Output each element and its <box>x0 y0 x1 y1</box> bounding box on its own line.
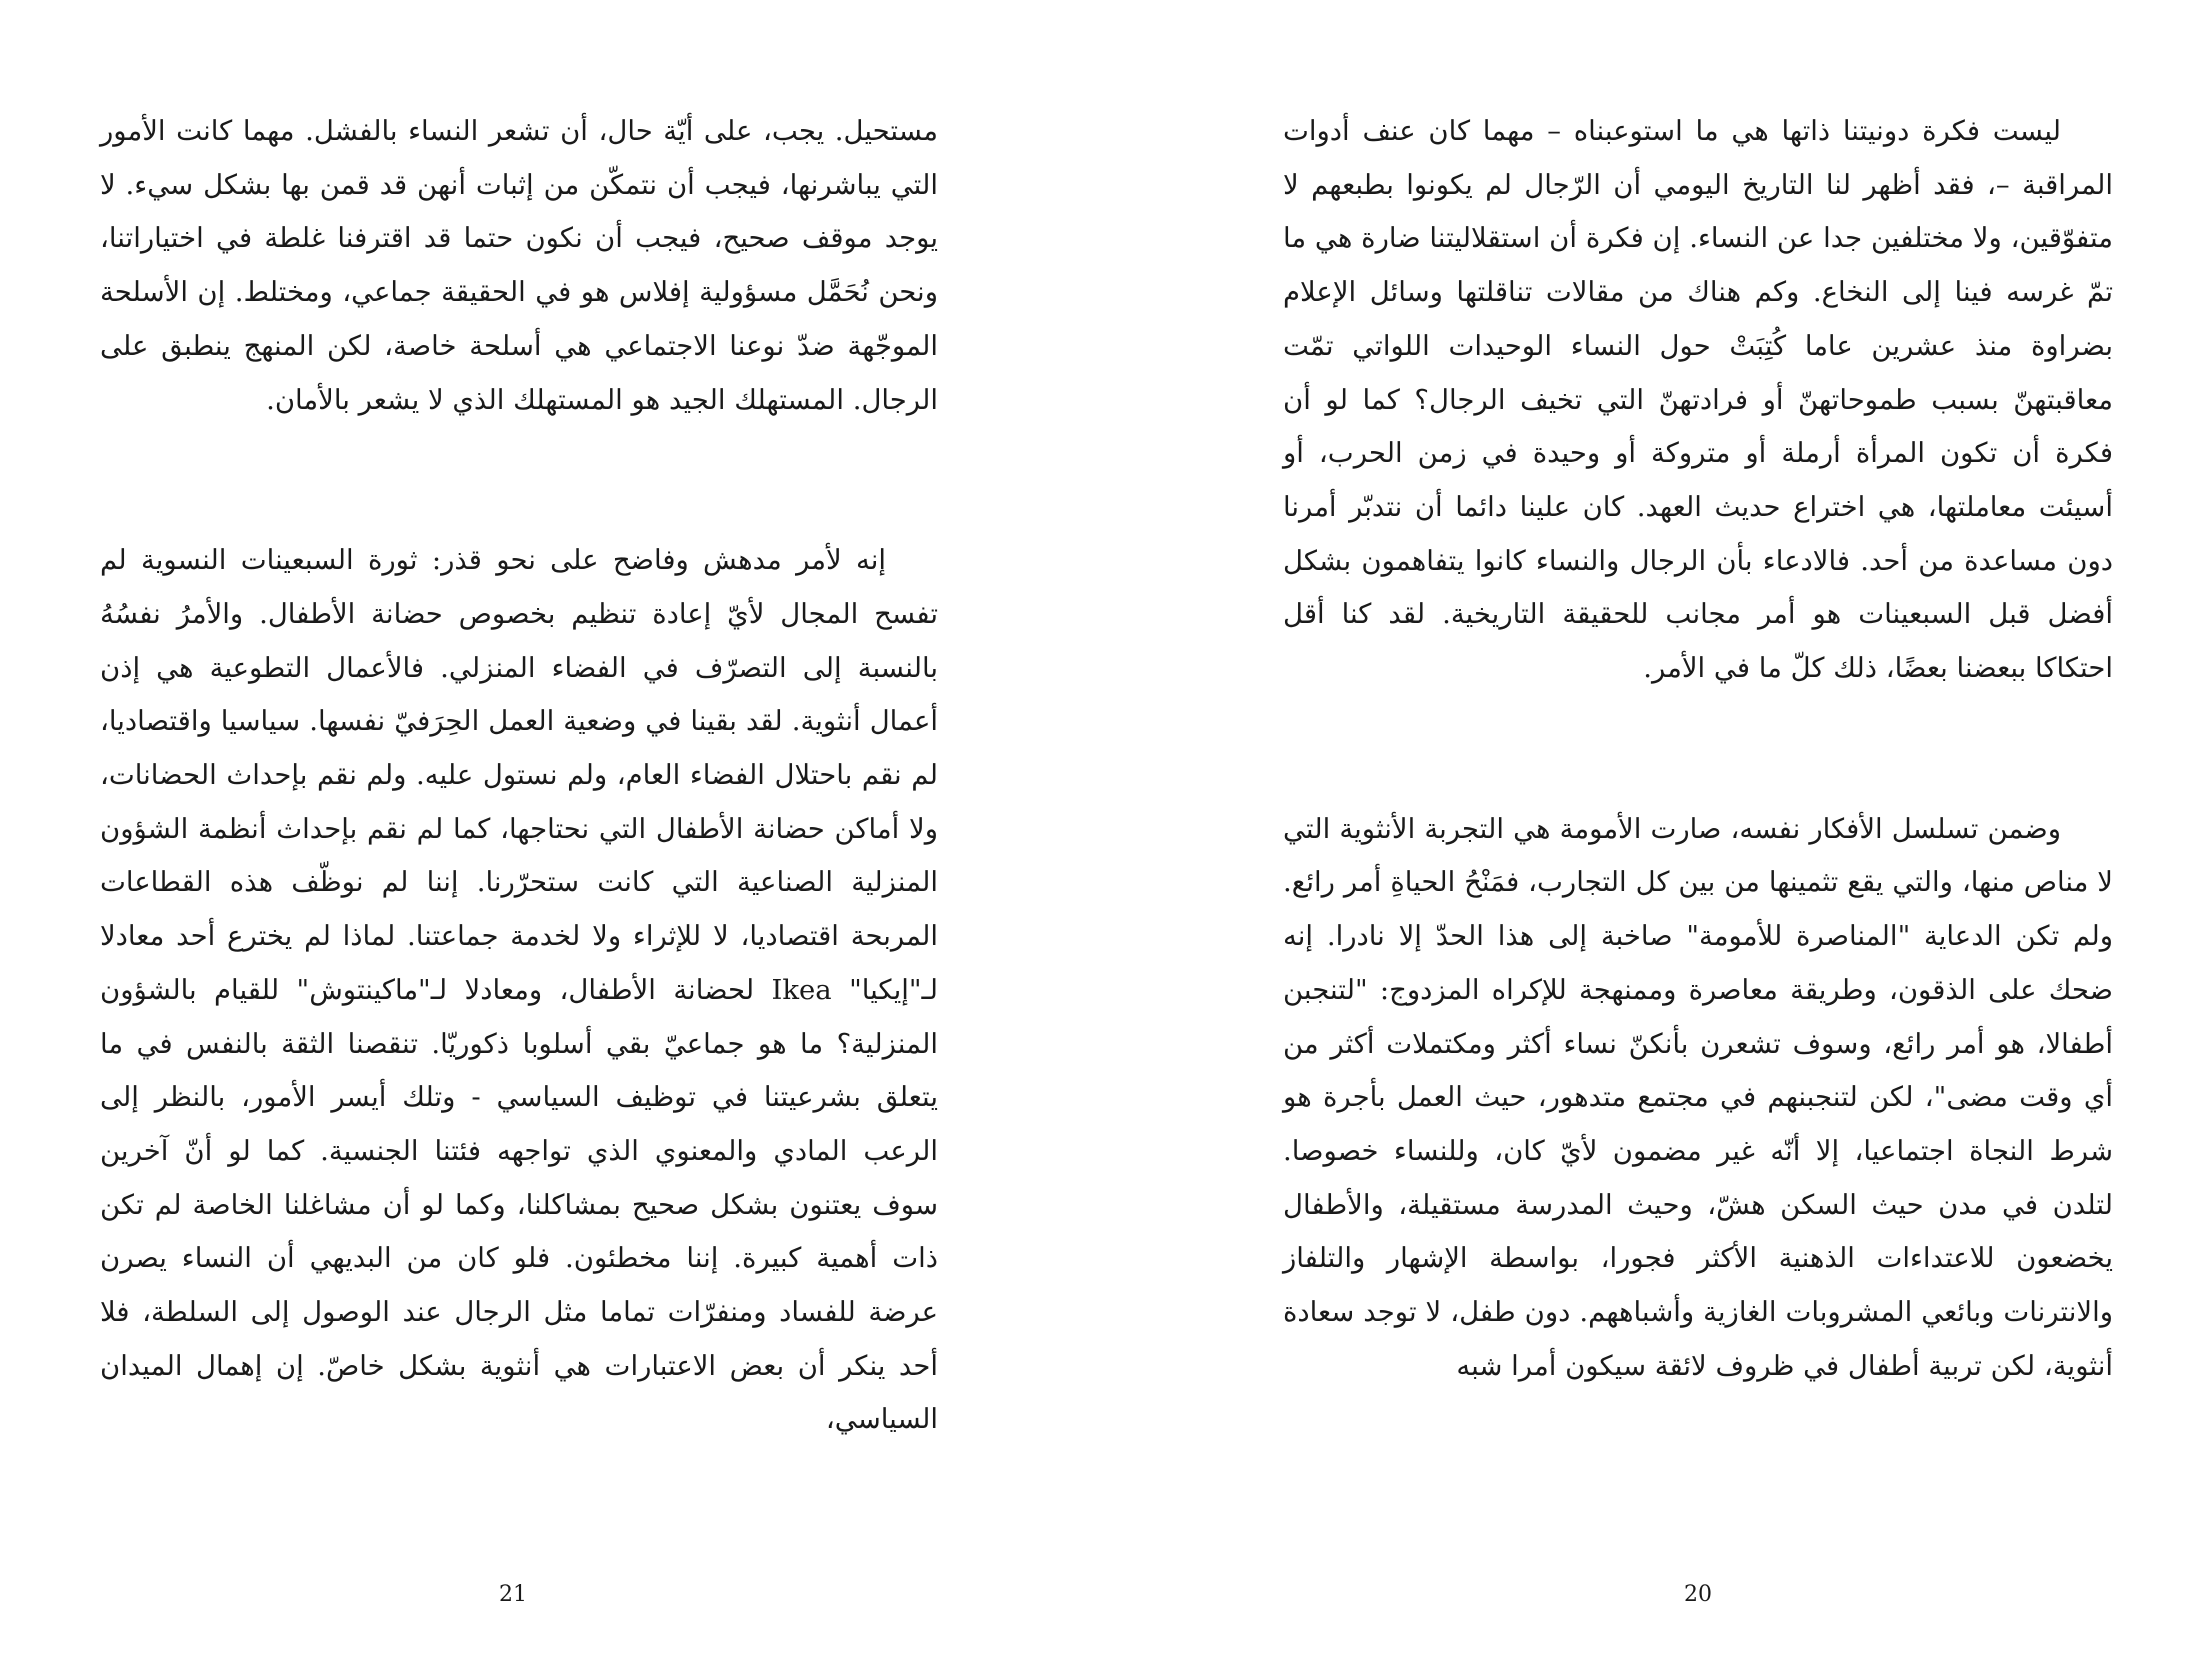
paragraph-gap <box>100 427 938 534</box>
page-number-left: 21 <box>499 1582 527 1607</box>
left-paragraph-1: مستحيل. يجب، على أيّة حال، أن تشعر النساء بالفشل. مهما كانت الأمور التي يباشرنها، فيجب أن نتمكّن من إثبات أنهن قد قمن بها بشكل سيء. لا يوجد موقف صحيح، فيجب أن نكون حتما قد اقترفنا غلطة في اختياراتنا، ونحن نُحَمَّل مسؤولية إفلاس هو في الحقيقة جماعي، ومختلط. إن الأسلحة الموجّهة ضدّ نوعنا الاجتماعي هي أسلحة خاصة، لكن المنهج ينطبق على الرجال. المستهلك الجيد هو المستهلك الذي لا يشعر بالأمان. <box>100 115 938 416</box>
left-paragraph-2: إنه لأمر مدهش وفاضح على نحو قذر: ثورة السبعينات النسوية لم تفسح المجال لأيّ إعادة تنظيم بخصوص حضانة الأطفال. والأمرُ نفسُهُ بالنسبة إلى التصرّف في الفضاء المنزلي. فالأعمال التطوعية هي إذن أعمال أنثوية. لقد بقينا في وضعية العمل الحِرَفيّ نفسها. سياسيا واقتصاديا، لم نقم باحتلال الفضاء العام، ولم نستول عليه. ولم نقم بإحداث الحضانات، ولا أماكن حضانة الأطفال التي نحتاجها، كما لم نقم بإحداث أنظمة الشؤون المنزلية الصناعية التي كانت ستحرّرنا. إننا لم نوظّف هذه القطاعات المربحة اقتصاديا، لا للإثراء ولا لخدمة جماعتنا. لماذا لم يخترع أحد معادلا لـ"إيكيا" Ikea لحضانة الأطفال، ومعادلا لـ"ماكينتوش" للقيام بالشؤون المنزلية؟ ما هو جماعيّ بقي أسلوبا ذكوريّا. تنقصنا الثقة بالنفس في ما يتعلق بشرعيتنا في توظيف السياسي - وتلك أيسر الأمور، بالنظر إلى الرعب المادي والمعنوي الذي تواجهه فئتنا الجنسية. كما لو أنّ آخرين سوف يعتنون بشكل صحيح بمشاكلنا، وكما لو أن مشاغلنا الخاصة لم تكن ذات أهمية كبيرة. إننا مخطئون. فلو كان من البديهي أن النساء يصرن عرضة للفساد ومنفرّات تماما مثل الرجال عند الوصول إلى السلطة، فلا أحد ينكر أن بعض الاعتبارات هي أنثوية بشكل خاصّ. إن إهمال الميدان السياسي، <box>100 544 939 1436</box>
page-number-right: 20 <box>1684 1582 1712 1607</box>
right-page <box>1103 0 2205 1654</box>
left-page <box>0 0 1102 1654</box>
right-paragraph-2: وضمن تسلسل الأفكار نفسه، صارت الأمومة هي التجربة الأنثوية التي لا مناص منها، والتي يقع تثمينها من بين كل التجارب، فمَنْحُ الحياةِ أمر رائع. ولم تكن الدعاية "المناصرة للأمومة" صاخبة إلى هذا الحدّ إلا نادرا. إنه ضحك على الذقون، وطريقة معاصرة وممنهجة للإكراه المزدوج: "لتنجبن أطفالا، هو أمر رائع، وسوف تشعرن بأنكنّ نساء أكثر ومكتملات أكثر من أي وقت مضى"، لكن لتنجبنهم في مجتمع متدهور، حيث العمل بأجرة هو شرط النجاة اجتماعيا، إلا أنّه غير مضمون لأيّ كان، وللنساء خصوصا. لتلدن في مدن حيث السكن هشّ، وحيث المدرسة مستقيلة، والأطفال يخضعون للاعتداءات الذهنية الأكثر فجورا، بواسطة الإشهار والتلفاز والانترنات وبائعي المشروبات الغازية وأشباههم. دون طفل، لا توجد سعادة أنثوية، لكن تربية أطفال في ظروف لائقة سيكون أمرا شبه <box>1283 812 2113 1382</box>
right-page-text-column <box>1283 105 2113 1393</box>
left-page-text-column <box>100 105 938 1447</box>
paragraph-gap <box>1283 696 2113 803</box>
right-paragraph-1: ليست فكرة دونيتنا ذاتها هي ما استوعبناه – مهما كان عنف أدوات المراقبة –، فقد أظهر لنا التاريخ اليومي أن الرّجال لم يكونوا بطبعهم لا متفوّقين، ولا مختلفين جدا عن النساء. إن فكرة أن استقلاليتنا ضارة هي ما تمّ غرسه فينا إلى النخاع. وكم هناك من مقالات تناقلتها وسائل الإعلام بضراوة منذ عشرين عاما كُتِبَتْ حول النساء الوحيدات اللواتي تمّت معاقبتهنّ بسبب طموحاتهنّ أو فرادتهنّ التي تخيف الرجال؟ كما لو أن فكرة أن تكون المرأة أرملة أو متروكة أو وحيدة في زمن الحرب، أو أسيئت معاملتها، هي اختراع حديث العهد. كان علينا دائما أن نتدبّر أمرنا دون مساعدة من أحد. فالادعاء بأن الرجال والنساء كانوا يتفاهمون بشكل أفضل قبل السبعينات هو أمر مجانب للحقيقة التاريخية. لقد كنا أقل احتكاكا ببعضنا بعضًا، ذلك كلّ ما في الأمر. <box>1283 115 2113 685</box>
